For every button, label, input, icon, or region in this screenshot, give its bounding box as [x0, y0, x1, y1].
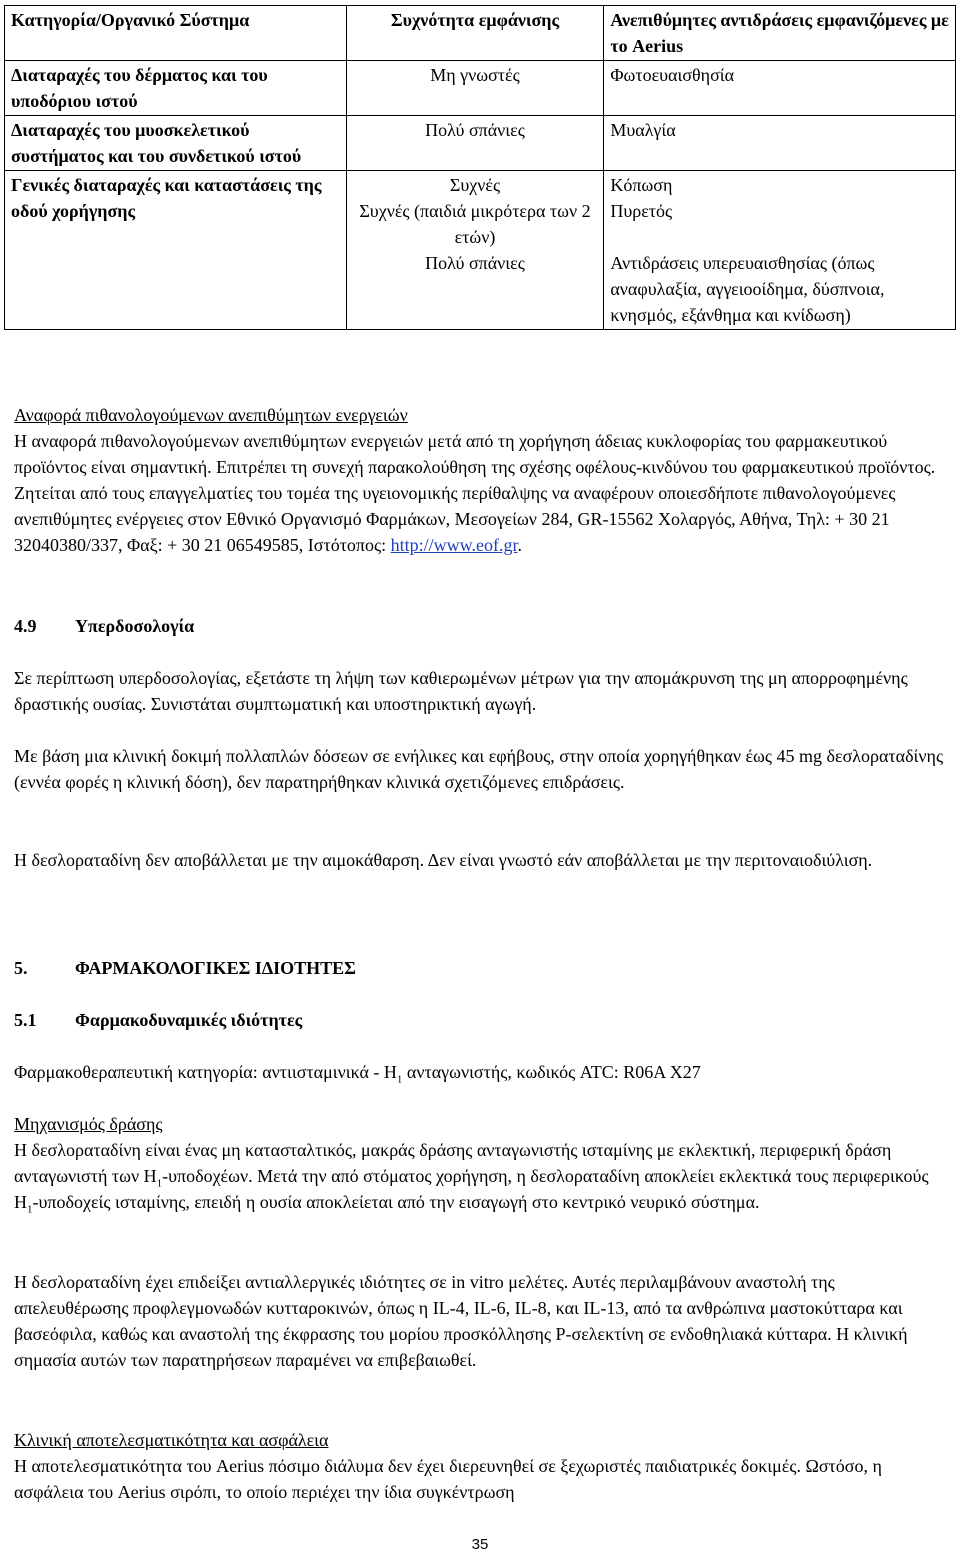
section-5-heading [14, 955, 944, 981]
row-frequency [346, 116, 604, 171]
row-soc-skin: Διαταραχές του δέρματος και του υποδόριου ιστού [5, 61, 347, 116]
reaction-item: Φωτοευαισθησία [610, 65, 735, 85]
reaction-item: Κόπωση [610, 175, 673, 195]
category-text: ανταγωνιστής, κωδικός ATC: R06A X27 [402, 1062, 701, 1082]
frequency-item: Πολύ σπάνιες [425, 120, 525, 140]
section-number: 5.1 [14, 1010, 37, 1030]
reporting-text [14, 428, 944, 558]
reaction-item: Αντιδράσεις υπερευαισθησίας (όπως αναφυλαξία, αγγειοοίδημα, δύσπνοια, κνησμός, εξάνθημα και κνίδωση) [610, 253, 885, 325]
reporting-link-suffix: . [517, 535, 522, 555]
mechanism-text-part: -υποδοχείς ισταμίνης, επειδή η ουσία αποκλείεται από την εισαγωγή στο κεντρικό νευρικό σύστημα. [32, 1192, 760, 1212]
eof-website-link[interactable]: http://www.eof.gr [390, 535, 518, 555]
spacer [610, 224, 949, 250]
efficacy-text: Η αποτελεσματικότητα του Aerius πόσιμο διάλυμα δεν έχει διερευνηθεί σε ξεχωριστές παιδιατρικές δοκιμές. Ωστόσο, η ασφάλεια του Aerius σιρόπι, το οποίο περιέχει την ίδια συγκέντρωση [14, 1456, 882, 1502]
frequency-item: Συχνές [449, 175, 501, 195]
mechanism-section [14, 1111, 944, 1215]
section-4-9-heading [14, 613, 944, 639]
table-row [5, 171, 956, 330]
header-soc: Κατηγορία/Οργανικό Σύστημα [5, 6, 347, 61]
reaction-item: Πυρετός [610, 201, 673, 221]
row-frequency [346, 171, 604, 330]
pharmacotherapeutic-category [14, 1059, 944, 1085]
header-frequency: Συχνότητα εμφάνισης [346, 6, 604, 61]
table-row [5, 61, 956, 116]
overdose-paragraph-1: Σε περίπτωση υπερδοσολογίας, εξετάστε τη λήψη των καθιερωμένων μέτρων για την απομάκρυνση της μη απορροφημένης δραστικής ουσίας. Συνιστάται συμπτωματική και υποστηρικτική αγωγή. [14, 668, 908, 714]
overdose-paragraph-3: Η δεσλοραταδίνη δεν αποβάλλεται με την αιμοκάθαρση. Δεν είναι γνωστό εάν αποβάλλεται με την περιτοναιοδιύλιση. [14, 850, 873, 870]
section-number: 5. [14, 958, 28, 978]
efficacy-title: Κλινική αποτελεσματικότητα και ασφάλεια [14, 1430, 329, 1450]
row-frequency [346, 61, 604, 116]
category-text: Φαρμακοθεραπευτική κατηγορία: αντιισταμινικά - H [14, 1062, 397, 1082]
row-soc-musculoskeletal: Διαταραχές του μυοσκελετικού συστήματος και του συνδετικού ιστού [5, 116, 347, 171]
row-reactions [604, 116, 956, 171]
reporting-title: Αναφορά πιθανολογούμενων ανεπιθύμητων ενεργειών [14, 405, 408, 425]
frequency-item: Πολύ σπάνιες [425, 253, 525, 273]
section-title: Φαρμακοδυναμικές ιδιότητες [75, 1010, 303, 1030]
subscript: 1 [27, 1203, 33, 1216]
table-header-row [5, 6, 956, 61]
row-soc-general: Γενικές διαταραχές και καταστάσεις της οδού χορήγησης [5, 171, 347, 330]
mechanism-title: Μηχανισμός δράσης [14, 1114, 163, 1134]
section-title: Υπερδοσολογία [75, 616, 195, 636]
mechanism-text-part: -υποδοχέων. Μετά την από στόματος χορήγηση, η δεσλοραταδίνη αποκλείει εκλεκτικά τους περιφερικούς H [14, 1166, 929, 1212]
row-reactions [604, 61, 956, 116]
subscript: 1 [156, 1177, 163, 1190]
frequency-item: Μη γνωστές [430, 65, 520, 85]
section-title: ΦΑΡΜΑΚΟΛΟΓΙΚΕΣ ΙΔΙΟΤΗΤΕΣ [75, 958, 356, 978]
reaction-item: Μυαλγία [610, 120, 676, 140]
efficacy-section [14, 1427, 944, 1505]
page-number: 35 [471, 1536, 489, 1553]
adverse-reactions-table [4, 5, 956, 330]
overdose-paragraph-2: Με βάση μια κλινική δοκιμή πολλαπλών δόσεων σε ενήλικες και εφήβους, στην οποία χορηγήθηκαν έως 45 mg δεσλοραταδίνης (εννέα φορές η κλινική δόση), δεν παρατηρήθηκαν κλινικά σχετιζόμενες επιδράσεις. [14, 746, 944, 792]
mechanism-text-part: Η δεσλοραταδίνη είναι ένας μη κατασταλτικός, μακράς δράσης ανταγωνιστής ισταμίνης με εκλεκτική, περιφερική δράση ανταγωνιστή των H [14, 1140, 892, 1186]
antiallergic-paragraph: Η δεσλοραταδίνη έχει επιδείξει αντιαλλεργικές ιδιότητες σε in vitro μελέτες. Αυτές περιλαμβάνουν αναστολή της απελευθέρωσης προφλεγμονωδών κυτταροκινών, όπως η IL-4, IL-6, IL-8, και IL-13, από τα ανθρώπινα μαστοκύτταρα και βασεόφιλα, καθώς και αναστολή της έκφρασης του μορίου προσκόλλησης P-σελεκτίνη σε ενδοθηλιακά κύτταρα. Η κλινική σημασία αυτών των παρατηρήσεων παραμένει να επιβεβαιωθεί. [14, 1272, 908, 1370]
table-row [5, 116, 956, 171]
subscript: 1 [396, 1073, 403, 1086]
frequency-item: Συχνές (παιδιά μικρότερα των 2 ετών) [359, 201, 591, 247]
section-number: 4.9 [14, 616, 37, 636]
reporting-section [14, 402, 944, 558]
header-reactions: Ανεπιθύμητες αντιδράσεις εμφανιζόμενες με το Aerius [604, 6, 956, 61]
row-reactions [604, 171, 956, 330]
reporting-body: Η αναφορά πιθανολογούμενων ανεπιθύμητων ενεργειών μετά από τη χορήγηση άδειας κυκλοφορίας του φαρμακευτικού προϊόντος είναι σημαντική. Επιτρέπει τη συνεχή παρακολούθηση της σχέσης οφέλους-κινδύνου του φαρμακευτικού προϊόντος. Ζητείται από τους επαγγελματίες του τομέα της υγειονομικής περίθαλψης να αναφέρουν οποιεσδήποτε πιθανολογούμενες ανεπιθύμητες ενέργειες στον Εθνικό Οργανισμό Φαρμάκων, Μεσογείων 284, GR-15562 Χολαργός, Αθήνα, Τηλ: + 30 21 32040380/337, Φαξ: + 30 21 06549585, Ιστότοπος: [14, 431, 936, 555]
mechanism-text [14, 1137, 944, 1215]
section-5-1-heading [14, 1007, 944, 1033]
